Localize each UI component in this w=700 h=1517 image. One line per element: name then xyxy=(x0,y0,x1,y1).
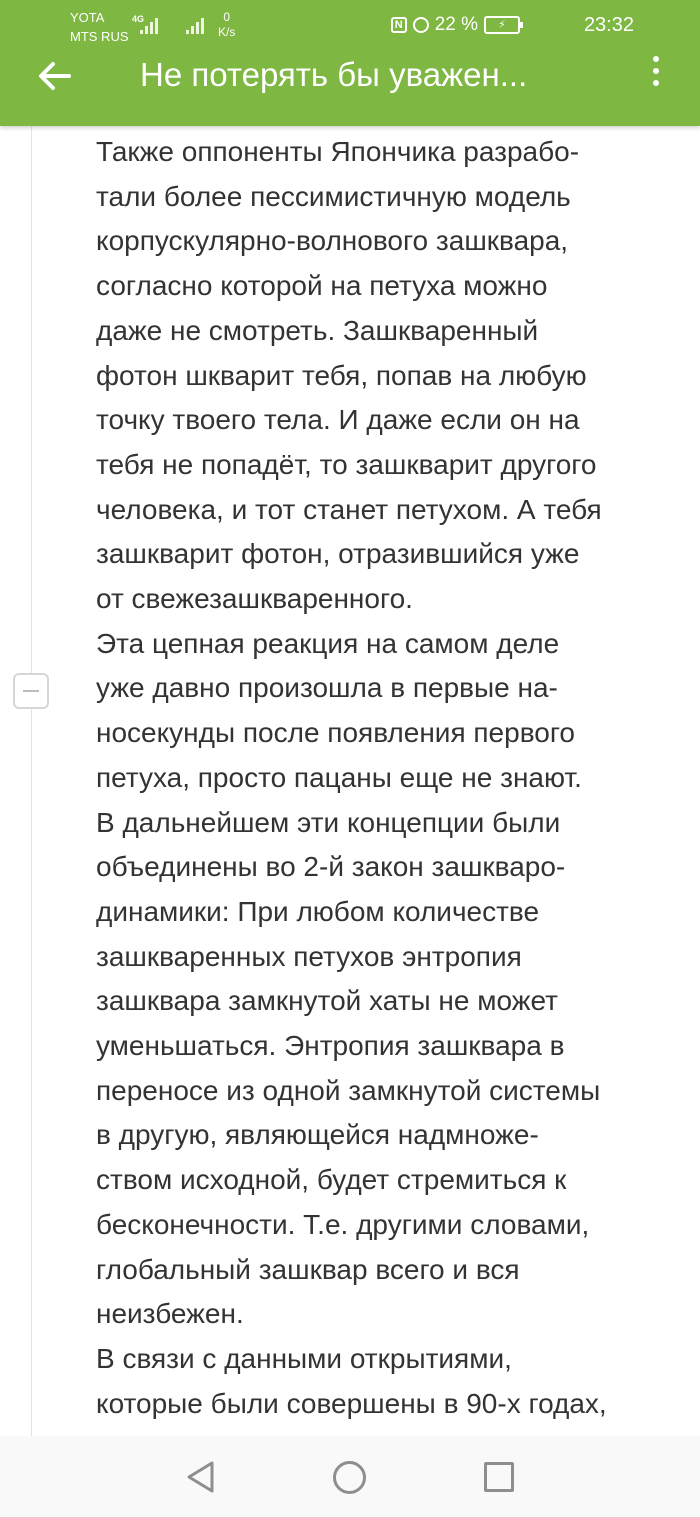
comment-line: ством исходной, будет стремиться к xyxy=(96,1164,567,1196)
status-bar xyxy=(0,0,700,50)
back-button[interactable] xyxy=(36,58,72,94)
comment-body xyxy=(96,130,676,1426)
triangle-back-icon xyxy=(184,1460,218,1494)
carrier-labels xyxy=(70,8,129,46)
comment-line: носекунды после появления первого xyxy=(96,717,575,749)
comment-line: Эта цепная реакция на самом деле xyxy=(96,627,560,659)
carrier-mts: MTS RUS xyxy=(70,29,129,44)
minus-icon xyxy=(23,690,39,692)
speed-unit: K/s xyxy=(218,25,236,39)
comment-line: которые были совершены в 90-х годах, xyxy=(96,1387,607,1419)
comment-line: фотон шкварит тебя, попав на любую xyxy=(96,359,587,391)
nav-home-button[interactable] xyxy=(333,1461,366,1494)
page-title: Не потерять бы уважен... xyxy=(140,56,528,93)
carrier-yota: YOTA xyxy=(70,10,105,25)
battery-percent: 22 % xyxy=(434,14,478,35)
comment-line: уже давно произошла в первые на- xyxy=(96,672,558,704)
comment-line: объединены во 2-й закон зашкваро- xyxy=(96,851,566,883)
alarm-icon xyxy=(413,17,429,33)
nav-back-button[interactable] xyxy=(184,1460,218,1494)
arrow-left-icon xyxy=(36,58,72,94)
comment-line: корпускулярно-волнового зашквара, xyxy=(96,225,569,257)
nfc-icon: N xyxy=(391,17,407,33)
comment-line: от свежезашкваренного. xyxy=(96,583,413,615)
more-options-button[interactable] xyxy=(646,56,666,90)
comment-line: переносе из одной замкнутой системы xyxy=(96,1074,601,1106)
comment-line: динамики: При любом количестве xyxy=(96,895,540,927)
clock: 23:32 xyxy=(583,14,634,36)
comment-line: зашкваренных петухов энтропия xyxy=(96,940,522,972)
comment-line: неизбежен. xyxy=(96,1298,244,1330)
comment-line: В дальнейшем эти концепции были xyxy=(96,806,561,838)
comment-thread xyxy=(0,126,700,1436)
comment-line: согласно которой на петуха можно xyxy=(96,270,548,302)
network-speed xyxy=(218,10,235,40)
app-bar xyxy=(0,0,700,126)
comment-line: даже не смотреть. Зашкваренный xyxy=(96,314,539,346)
comment-line: петуха, просто пацаны еще не знают. xyxy=(96,761,582,793)
comment-line: уменьшаться. Энтропия зашквара в xyxy=(96,1030,565,1062)
battery-charging-icon: ⚡ xyxy=(484,16,520,34)
comment-line: человека, и тот станет петухом. А тебя xyxy=(96,493,602,525)
comment-line: зашкварит фотон, отразившийся уже xyxy=(96,538,580,570)
signal-icon xyxy=(140,16,158,34)
thread-line[interactable] xyxy=(31,126,32,1436)
comment-line: в другую, являющейся надмноже- xyxy=(96,1119,539,1151)
comment-line: глобальный зашквар всего и вся xyxy=(96,1253,520,1285)
comment-line: Также оппоненты Япончика разрабо- xyxy=(96,136,580,167)
more-vertical-icon xyxy=(646,56,666,86)
comment-line: В связи с данными открытиями, xyxy=(96,1342,512,1374)
signal-icon xyxy=(186,16,204,34)
network-type: 4G xyxy=(132,14,145,24)
comment-line: точку твоего тела. И даже если он на xyxy=(96,404,580,436)
system-nav-bar xyxy=(0,1436,700,1517)
comment-line: тали более пессимистичную модель xyxy=(96,180,571,212)
speed-value: 0 xyxy=(223,10,231,24)
comment-line: бесконечности. Т.е. другими словами, xyxy=(96,1208,590,1240)
comment-line: тебя не попадёт, то зашкварит другого xyxy=(96,448,597,480)
status-icons xyxy=(391,14,520,36)
collapse-comment-button[interactable] xyxy=(13,673,49,709)
comment-line: зашквара замкнутой хаты не может xyxy=(96,985,558,1017)
nav-recents-button[interactable] xyxy=(484,1462,514,1492)
